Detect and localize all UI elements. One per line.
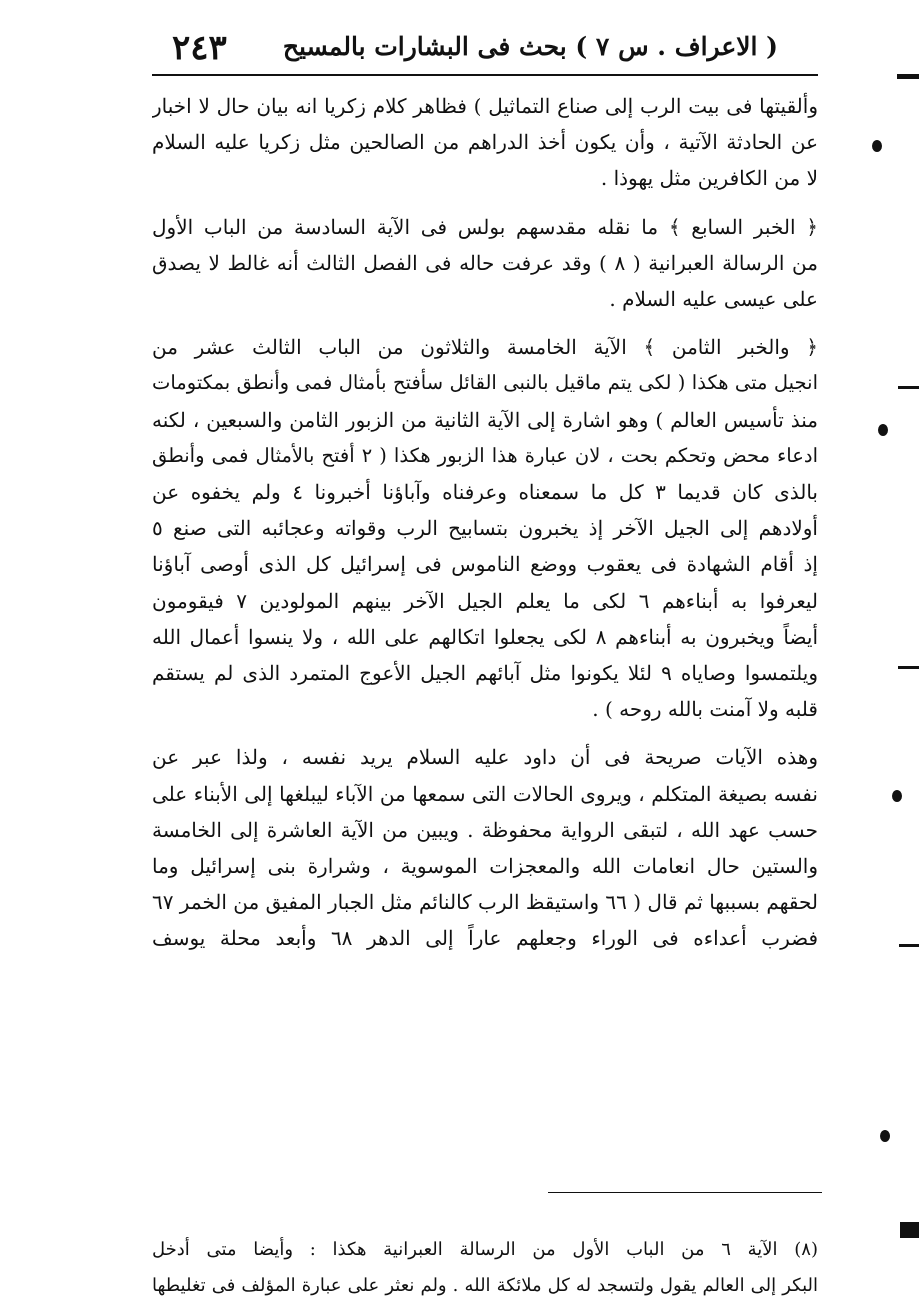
paragraph bbox=[152, 209, 818, 318]
text-line: والستين حال انعامات الله والمعجزات الموسوية ، وشرارة بنى إسرائيل وما bbox=[152, 854, 818, 879]
footnote-line: البكر إلى العالم يقول ولتسجد له كل ملائكة الله . ولم نعثر على عبارة المؤلف فى تغليطها bbox=[152, 1275, 818, 1296]
footnote-rule bbox=[548, 1192, 822, 1193]
text-line: إذ أقام الشهادة فى يعقوب ووضع الناموس فى إسرائيل كل الذى أوصى آباؤنا bbox=[152, 552, 818, 577]
text-line: ادعاء محض وتحكم بحت ، لان عبارة هذا الزبور هكذا ( ٢ أفتح بالأمثال فمى وأنطق bbox=[152, 443, 818, 467]
text-line: نفسه بصيغة المتكلم ، ويروى الحالات التى سمعها من الآباء ليبلغها إلى الأبناء على bbox=[152, 781, 818, 806]
scan-speck bbox=[878, 424, 888, 436]
scan-edge-mark bbox=[898, 666, 919, 669]
text-line: منذ تأسيس العالم ) وهو اشارة إلى الآية الثانية من الزبور الثامن والسبعين ، لكنه bbox=[152, 407, 818, 432]
text-line: ﴿ والخبر الثامن ﴾ الآية الخامسة والثلاثون من الباب الثالث عشر من bbox=[152, 335, 818, 360]
scan-speck bbox=[892, 790, 902, 802]
text-line: حسب عهد الله ، لتبقى الرواية محفوظة . ويبين من الآية العاشرة إلى الخامسة bbox=[152, 817, 818, 842]
paragraph bbox=[152, 88, 818, 197]
body-text bbox=[152, 88, 818, 969]
text-line: وألقيتها فى بيت الرب إلى صناع التماثيل ) فظاهر كلام زكريا انه بيان حال لا اخبار bbox=[152, 94, 818, 118]
page-header bbox=[150, 28, 818, 72]
scan-speck bbox=[880, 1130, 890, 1142]
scan-speck bbox=[872, 140, 882, 152]
footnote-line: (٨) الآية ٦ من الباب الأول من الرسالة العبرانية هكذا : وأيضا متى أدخل bbox=[152, 1239, 818, 1260]
text-line: وهذه الآيات صريحة فى أن داود عليه السلام يريد نفسه ، ولذا عبر عن bbox=[152, 745, 818, 770]
text-line: ﴿ الخبر السابع ﴾ ما نقله مقدسهم بولس فى الآية السادسة من الباب الأول bbox=[152, 214, 818, 239]
text-line: على عيسى عليه السلام . bbox=[609, 287, 818, 312]
scan-edge-mark bbox=[899, 944, 919, 947]
text-line: ليعرفوا به أبناءهم ٦ لكى ما يعلم الجيل الآخر بينهم المولودين ٧ فيقومون bbox=[152, 588, 818, 613]
running-title: ( الاعراف . س ٧ ) بحث فى البشارات بالمسيح bbox=[282, 32, 778, 61]
paragraph bbox=[152, 329, 818, 727]
footnote bbox=[152, 1232, 818, 1304]
scan-edge-mark bbox=[897, 74, 919, 79]
header-rule bbox=[152, 74, 818, 76]
text-line: عن الحادثة الآتية ، وأن يكون أخذ الدراهم من الصالحين مثل زكريا عليه السلام bbox=[152, 130, 818, 155]
text-line: ويلتمسوا وصاياه ٩ لئلا يكونوا مثل آبائهم الجيل الأعوج المتمرد الذى لم يستقم bbox=[152, 661, 818, 686]
text-line: فضرب أعداءه فى الوراء وجعلهم عاراً إلى الدهر ٦٨ وأبعد محلة يوسف bbox=[152, 926, 818, 951]
text-line: قلبه ولا آمنت بالله روحه ) . bbox=[592, 697, 818, 722]
text-line: أولادهم إلى الجيل الآخر إذ يخبرون بتسابيح الرب وقواته وعجائبه التى صنع ٥ bbox=[152, 516, 818, 541]
text-line: لحقهم بسببها ثم قال ( ٦٦ واستيقظ الرب كالنائم مثل الجبار المفيق من الخمر ٦٧ bbox=[152, 890, 818, 915]
text-line: لا من الكافرين مثل يهوذا . bbox=[600, 166, 818, 191]
paragraph bbox=[152, 739, 818, 956]
scan-edge-mark bbox=[898, 386, 919, 389]
page-number: ٢٤٣ bbox=[172, 28, 227, 68]
scan-edge-mark bbox=[900, 1222, 919, 1238]
text-line: من الرسالة العبرانية ( ٨ ) وقد عرفت حاله فى الفصل الثالث أنه غالط لا يصدق bbox=[152, 250, 818, 275]
text-line: أيضاً ويخبرون به أبناءهم ٨ لكى يجعلوا اتكالهم على الله ، ولا ينسوا أعمال الله bbox=[152, 624, 818, 649]
text-line: انجيل متى هكذا ( لكى يتم ماقيل بالنبى القائل سأفتح بأمثال فمى وأنطق بمكتومات bbox=[152, 371, 818, 395]
text-line: بالذى كان قديما ٣ كل ما سمعناه وعرفناه وآباؤنا أخبرونا ٤ ولم يخفوه عن bbox=[152, 480, 818, 505]
